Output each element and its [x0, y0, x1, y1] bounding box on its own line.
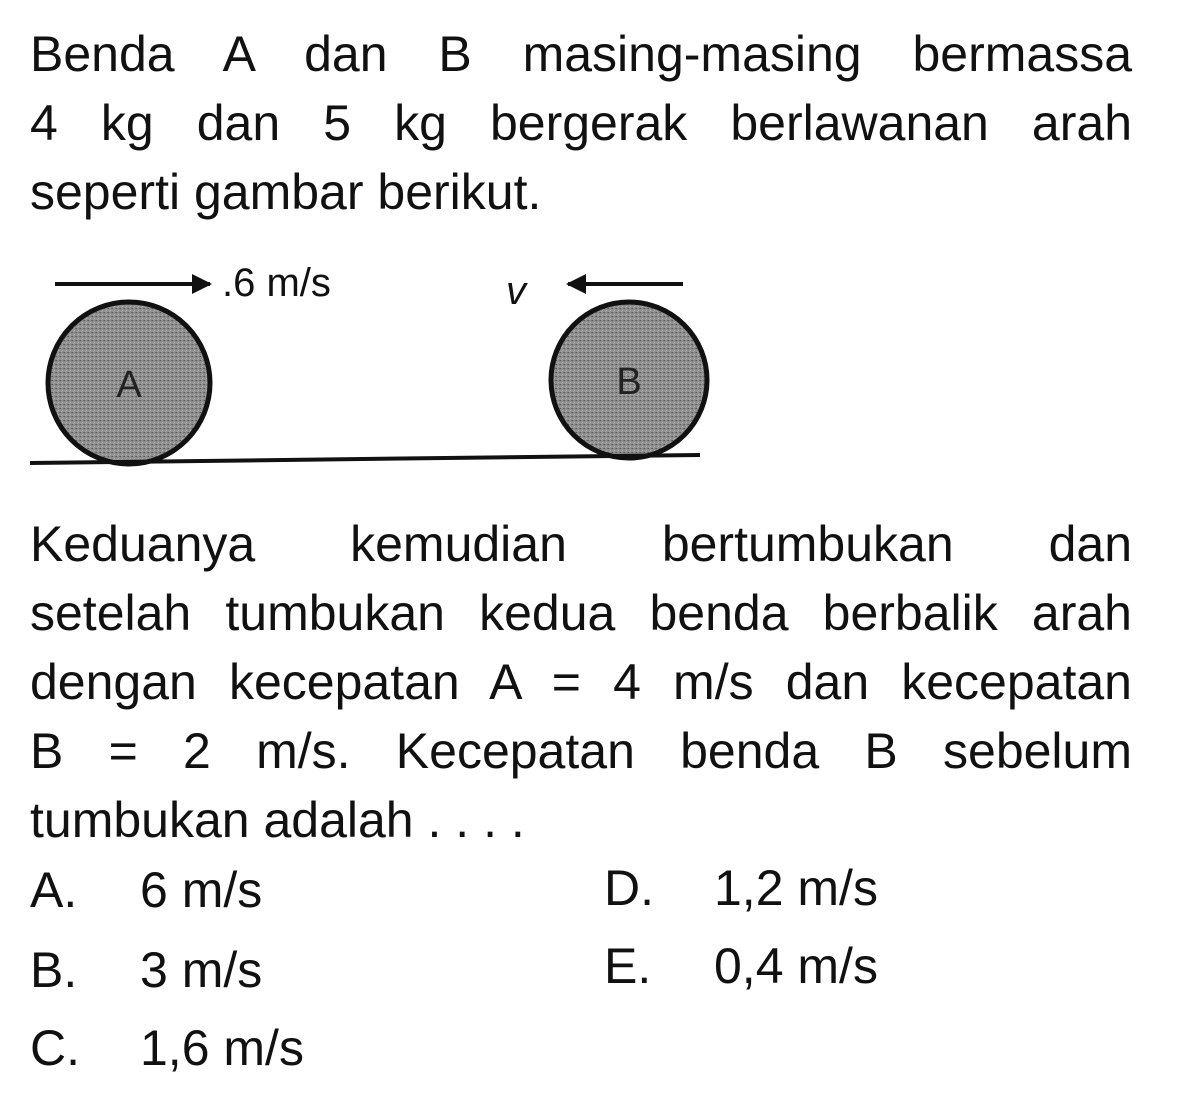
option-letter: D. — [604, 860, 654, 916]
problem-question — [30, 510, 1132, 855]
intro-line: Benda A dan B masing-masing bermassa — [30, 26, 1132, 82]
option-letter: E. — [604, 938, 652, 994]
collision-diagram — [0, 240, 760, 480]
option-text: 0,4 m/s — [714, 938, 878, 994]
option-text: 6 m/s — [140, 862, 263, 918]
option-letter: B. — [30, 942, 78, 998]
intro-line: seperti gambar berikut. — [30, 164, 542, 220]
problem-intro — [30, 20, 1132, 227]
ball-a — [48, 302, 210, 464]
option-letter: C. — [30, 1020, 80, 1076]
option-letter: A. — [30, 862, 78, 918]
option-a[interactable] — [30, 860, 262, 920]
option-text: 1,6 m/s — [140, 1020, 304, 1076]
question-line: Keduanya kemudian bertumbukan dan — [30, 516, 1132, 572]
option-text: 3 m/s — [140, 942, 263, 998]
question-line: setelah tumbukan kedua benda berbalik arah — [30, 585, 1132, 641]
ball-a-label: A — [116, 364, 142, 406]
velocity-a-label: .6 m/s — [222, 261, 331, 305]
option-text: 1,2 m/s — [714, 860, 878, 916]
question-line: tumbukan adalah . . . . — [30, 792, 525, 848]
question-line: dengan kecepatan A = 4 m/s dan kecepatan — [30, 654, 1132, 710]
option-d[interactable] — [604, 858, 878, 918]
option-e[interactable] — [604, 936, 878, 996]
option-c[interactable] — [30, 1018, 304, 1078]
ball-b — [551, 302, 707, 458]
ball-b-label: B — [616, 361, 642, 403]
velocity-b-label: v — [506, 269, 526, 313]
intro-line: 4 kg dan 5 kg bergerak berlawanan arah — [30, 95, 1132, 151]
option-b[interactable] — [30, 940, 262, 1000]
question-line: B = 2 m/s. Kecepatan benda B sebelum — [30, 723, 1132, 779]
